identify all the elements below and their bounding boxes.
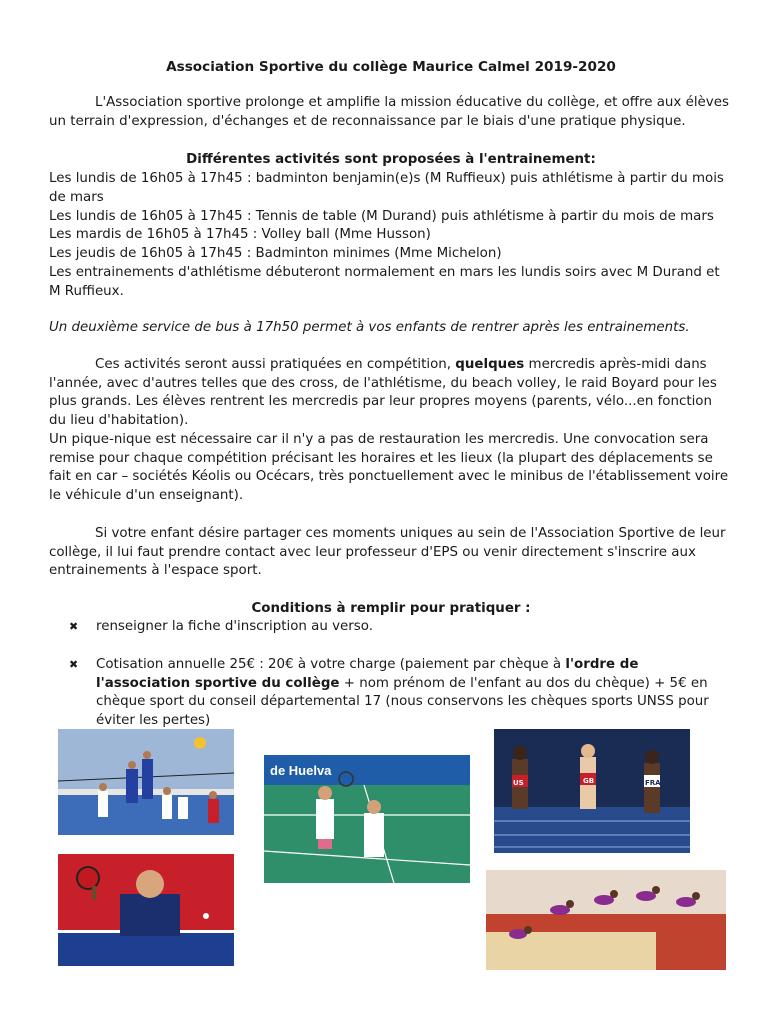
condition-text: Cotisation annuelle 25€ : 20€ à votre charge (paiement par chèque à l'ordre de l'association sportive du collège + nom prénom de l'enfant au dos du chèque) + 5€ en chèque sport du conseil départemental 17 (nous conservons les chèques sports UNSS pour éviter les pertes) bbox=[96, 657, 709, 728]
conditions-heading: Conditions à remplir pour pratiquer : bbox=[251, 601, 531, 616]
schedule-line: Les lundis de 16h05 à 17h45 : Tennis de table (M Durand) puis athlétisme à partir du mois de mars bbox=[49, 209, 714, 224]
volleyball-photo bbox=[58, 729, 234, 835]
condition-text: renseigner la fiche d'inscription au verso. bbox=[96, 619, 373, 634]
schedule-line: Les jeudis de 16h05 à 17h45 : Badminton minimes (Mme Michelon) bbox=[49, 246, 502, 261]
bib-text: FRA bbox=[645, 779, 661, 787]
bus-note: Un deuxième service de bus à 17h50 permet à vos enfants de rentrer après les entrainements. bbox=[49, 320, 690, 335]
long-jump-illustration bbox=[486, 870, 726, 970]
page-title: Association Sportive du collège Maurice Calmel 2019-2020 bbox=[166, 59, 616, 75]
picnic-paragraph: Un pique-nique est nécessaire car il n'y a pas de restauration les mercredis. Une convocation sera remise pour chaque compétition précisant les horaires et les lieux (la plupart des déplacements se fait en car – sociétés Kéolis ou Océcars, très ponctuellement avec le minibus de l'établissement voire le véhicule d'un enseignant). bbox=[49, 432, 729, 503]
badminton-photo bbox=[264, 755, 470, 883]
long-jump-photo bbox=[486, 870, 726, 970]
bib-text: GB bbox=[583, 777, 595, 785]
schedule-line: Les entrainements d'athlétisme débuteront normalement en mars les lundis soirs avec M Durand et M Ruffieux. bbox=[49, 265, 720, 299]
activities-heading: Différentes activités sont proposées à l'entrainement: bbox=[186, 152, 596, 167]
volleyball-illustration bbox=[58, 729, 234, 835]
cross-bullet-icon: ✖ bbox=[69, 620, 79, 633]
intro-paragraph: L'Association sportive prolonge et amplifie la mission éducative du collège, et offre aux élèves un terrain d'expression, d'échanges et de reconnaissance par le biais d'une pratique physique. bbox=[49, 95, 729, 129]
sprint-photo bbox=[494, 729, 690, 853]
sprint-illustration bbox=[494, 729, 690, 853]
table-tennis-illustration bbox=[58, 854, 234, 966]
schedule-line: Les lundis de 16h05 à 17h45 : badminton benjamin(e)s (M Ruffieux) puis athlétisme à partir du mois de mars bbox=[49, 171, 724, 205]
table-tennis-photo bbox=[58, 854, 234, 966]
competition-paragraph: Ces activités seront aussi pratiquées en compétition, quelques mercredis après-midi dans l'année, avec d'autres telles que des cross, de l'athlétisme, du beach volley, le raid Boyard pour les plus grands. Les élèves rentrent les mercredis par leur propres moyens (parents, vélo...en fonction du lieu d'habitation). bbox=[49, 357, 717, 428]
cross-bullet-icon: ✖ bbox=[69, 658, 79, 671]
schedule-line: Les mardis de 16h05 à 17h45 : Volley ball (Mme Husson) bbox=[49, 227, 431, 242]
contact-paragraph: Si votre enfant désire partager ces moments uniques au sein de l'Association Sportive de leur collège, il lui faut prendre contact avec leur professeur d'EPS ou venir directement s'inscrire aux entrainements à l'espace sport. bbox=[49, 526, 726, 579]
bib-text: US bbox=[513, 779, 524, 787]
banner-text: de Huelva bbox=[270, 763, 332, 778]
badminton-illustration bbox=[264, 755, 470, 883]
